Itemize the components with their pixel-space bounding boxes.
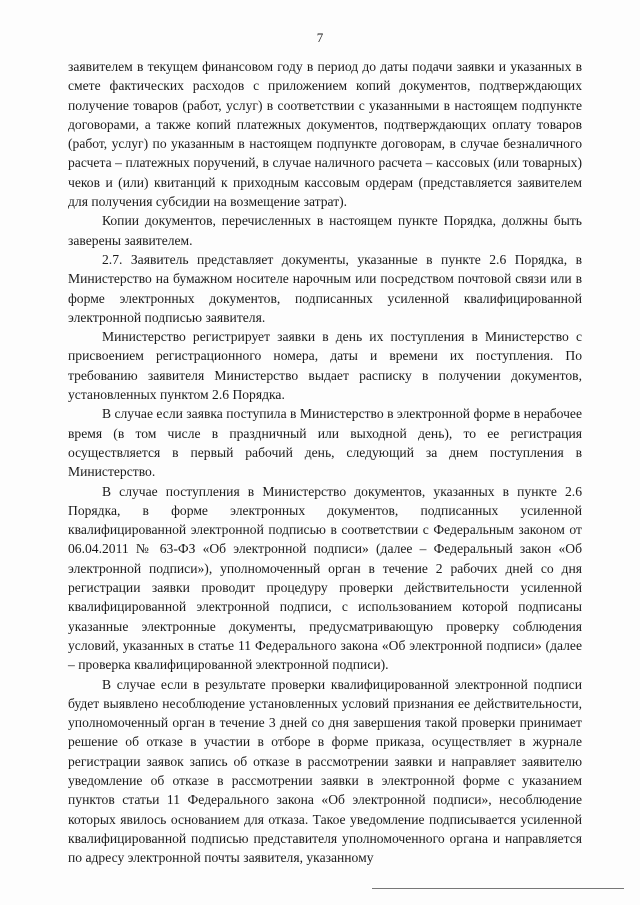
paragraph-6: В случае поступления в Министерство документов, указанных в пункте 2.6 Порядка, в форме электронных документов, подписанных усиленной квалифицированной электронной подписью в соответствии с Федеральным законом от 06.04.2011 № 63-ФЗ «Об электронной подписи» (далее – Федеральный закон «Об электронной подписи»), уполномоченный орган в течение 2 рабочих дней со дня регистрации заявки проводит процедуру проверки действительности усиленной квалифицированной электронной подписи, с использованием которой подписаны указанные электронные документы, предусматривающую проверку соблюдения условий, указанных в статье 11 Федерального закона «Об электронной подписи» (далее – проверка квалифицированной электронной подписи). [68,483,582,673]
paragraph-5: В случае если заявка поступила в Министерство в электронной форме в нерабочее время (в том числе в праздничный или выходной день), то ее регистрация осуществляется в первый рабочий день, следующий за днем поступления в Министерство. [68,406,582,480]
paragraph-4: Министерство регистрирует заявки в день их поступления в Министерство с присвоением регистрационного номера, даты и времени их поступления. По требованию заявителя Министерство выдает расписку в получении документов, установленных пунктом 2.6 Порядка. [68,329,582,403]
paragraph-7: В случае если в результате проверки квалифицированной электронной подписи будет выявлено несоблюдение установленных условий признания ее действительности, уполномоченный орган в течение 3 дней со дня завершения такой проверки принимает решение об отказе в участии в отборе в форме приказа, осуществляет в журнале регистрации заявок запись об отказе в рассмотрении заявки и направляет заявителю уведомление об отказе в рассмотрении заявки в электронной форме с указанием пунктов статьи 11 Федерального закона «Об электронной подписи», несоблюдение которых явилось основанием для отказа. Такое уведомление подписывается усиленной квалифицированной подписью представителя уполномоченного органа и направляется по адресу электронной почты заявителя, указанному [68,676,582,866]
paragraph-1: заявителем в текущем финансовом году в период до даты подачи заявки и указанных в смете фактических расходов с приложением копий документов, подтверждающих получение товаров (работ, услуг) в соответствии с указанными в настоящем подпункте договорами, а также копий платежных документов, подтверждающих оплату товаров (работ, услуг) по указанным в настоящем подпункте договорам, в случае безналичного расчета – платежных поручений, в случае наличного расчета – кассовых (или товарных) чеков и (или) квитанций к приходным кассовым ордерам (представляется заявителем для получения субсидии на возмещение затрат). [68,59,582,210]
scan-edge-line [372,888,624,889]
paragraph-3: 2.7. Заявитель представляет документы, указанные в пункте 2.6 Порядка, в Министерство на бумажном носителе нарочным или посредством почтовой связи или в форме электронных документов, подписанных усиленной квалифицированной электронной подписью заявителя. [68,251,582,325]
document-body [68,57,582,867]
paragraph-2: Копии документов, перечисленных в настоящем пункте Порядка, должны быть заверены заявителем. [68,213,582,248]
page-number: 7 [316,30,324,45]
